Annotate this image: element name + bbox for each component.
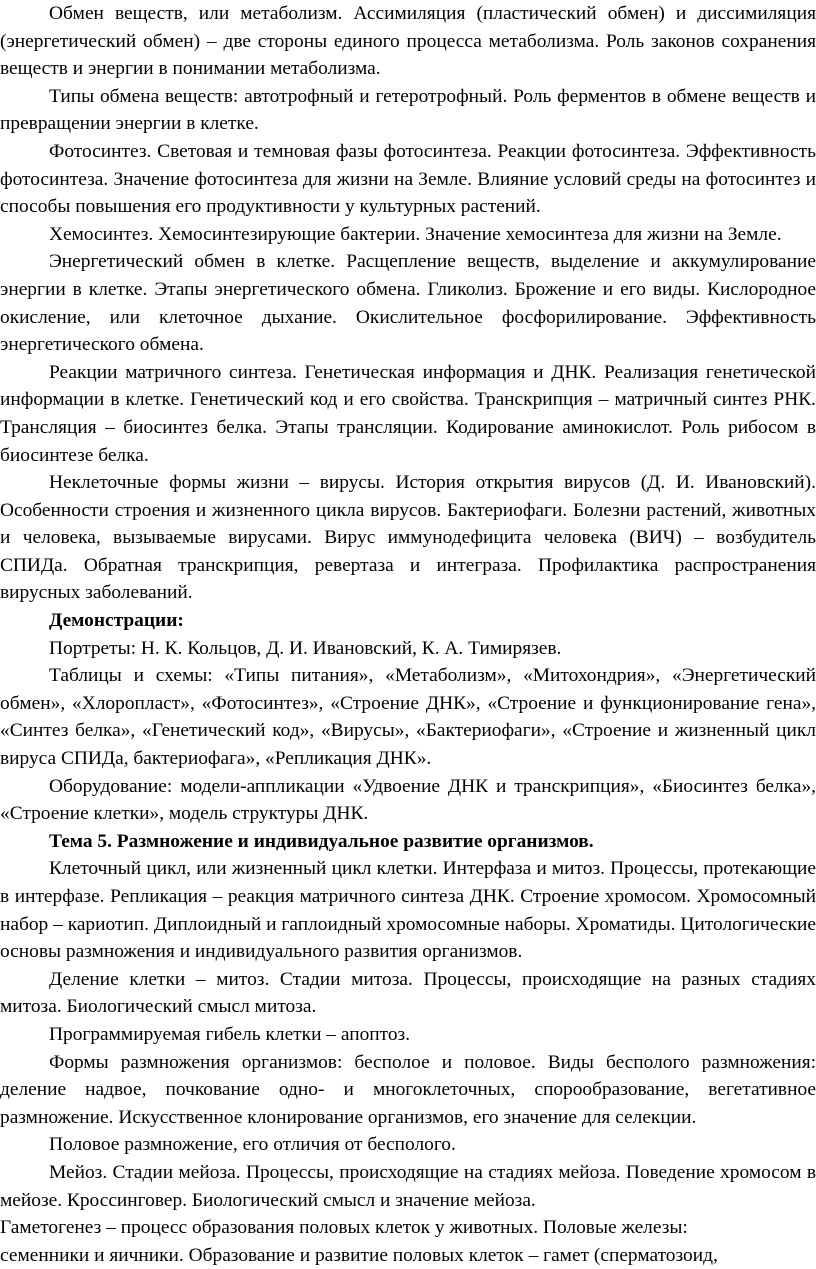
- paragraph-metabolism-types: Типы обмена веществ: автотрофный и гетеротрофный. Роль ферментов в обмене веществ и превращении энергии в клетке.: [0, 85, 816, 135]
- paragraph-matrix-synthesis: Реакции матричного синтеза. Генетическая информация и ДНК. Реализация генетической информации в клетке. Генетический код и его свойства. Транскрипция – матричный синтез РНК. Трансляция – биосинтез белка. Этапы трансляции. Кодирование аминокислот. Роль рибосом в биосинтезе белка.: [0, 361, 816, 466]
- paragraph-apoptosis: Программируемая гибель клетки – апоптоз.: [49, 1023, 411, 1045]
- paragraph-reproduction-forms: Формы размножения организмов: бесполое и половое. Виды бесполого размножения: деление надвое, почкование одно- и многоклеточных, спорообразование, вегетативное размножение. Искусственное клонирование организмов, его значение для селекции.: [0, 1051, 816, 1128]
- topic-heading: Тема 5. Размножение и индивидуальное развитие организмов.: [49, 830, 594, 852]
- demonstration-portraits: Портреты: Н. К. Кольцов, Д. И. Ивановский, К. А. Тимирязев.: [49, 637, 562, 659]
- paragraph-gametogenesis-line-1: Гаметогенез – процесс образования половых клеток у животных. Половые железы:: [0, 1217, 688, 1239]
- paragraph-sexual-reproduction: Половое размножение, его отличия от бесполого.: [49, 1134, 456, 1156]
- paragraph-cell-cycle: Клеточный цикл, или жизненный цикл клетки. Интерфаза и митоз. Процессы, протекающие в интерфазе. Репликация – реакция матричного синтеза ДНК. Строение хромосом. Хромосомный набор – кариотип. Диплоидный и гаплоидный хромосомные наборы. Хроматиды. Цитологические основы размножения и индивидуального развития организмов.: [0, 858, 816, 963]
- paragraph-viruses: Неклеточные формы жизни – вирусы. История открытия вирусов (Д. И. Ивановский). Особенности строения и жизненного цикла вирусов. Бактериофаги. Болезни растений, животных и человека, вызываемые вирусами. Вирус иммунодефицита человека (ВИЧ) – возбудитель СПИДа. Обратная транскрипция, ревертаза и интеграза. Профилактика распространения вирусных заболеваний.: [0, 472, 816, 604]
- paragraph-meiosis: Мейоз. Стадии мейоза. Процессы, происходящие на стадиях мейоза. Поведение хромосом в мейозе. Кроссинговер. Биологический смысл и значение мейоза.: [0, 1161, 816, 1211]
- demonstration-equipment: Оборудование: модели-аппликации «Удвоение ДНК и транскрипция», «Биосинтез белка», «Строение клетки», модель структуры ДНК.: [0, 775, 816, 825]
- paragraph-mitosis: Деление клетки – митоз. Стадии митоза. Процессы, происходящие на разных стадиях митоза. Биологический смысл митоза.: [0, 968, 816, 1018]
- paragraph-gametogenesis-line-2: семенники и яичники. Образование и развитие половых клеток – гамет (сперматозоид,: [0, 1244, 718, 1266]
- paragraph-chemosynthesis: Хемосинтез. Хемосинтезирующие бактерии. Значение хемосинтеза для жизни на Земле.: [49, 223, 782, 245]
- demonstrations-heading: Демонстрации:: [49, 610, 184, 632]
- paragraph-energy-exchange: Энергетический обмен в клетке. Расщепление веществ, выделение и аккумулирование энергии в клетке. Этапы энергетического обмена. Гликолиз. Брожение и его виды. Кислородное окисление, или клеточное дыхание. Окислительное фосфорилирование. Эффективность энергетического обмена.: [0, 251, 816, 356]
- paragraph-metabolism: Обмен веществ, или метаболизм. Ассимиляция (пластический обмен) и диссимиляция (энергетический обмен) – две стороны единого процесса метаболизма. Роль законов сохранения веществ и энергии в понимании метаболизма.: [0, 3, 816, 80]
- paragraph-photosynthesis: Фотосинтез. Световая и темновая фазы фотосинтеза. Реакции фотосинтеза. Эффективность фотосинтеза. Значение фотосинтеза для жизни на Земле. Влияние условий среды на фотосинтез и способы повышения его продуктивности у культурных растений.: [0, 140, 816, 218]
- demonstration-tables: Таблицы и схемы: «Типы питания», «Метаболизм», «Митохондрия», «Энергетический обмен», «Хлоропласт», «Фотосинтез», «Строение ДНК», «Строение и функционирование гена», «Синтез белка», «Генетический код», «Вирусы», «Бактериофаги», «Строение и жизненный цикл вируса СПИДа, бактериофага», «Репликация ДНК».: [0, 665, 816, 770]
